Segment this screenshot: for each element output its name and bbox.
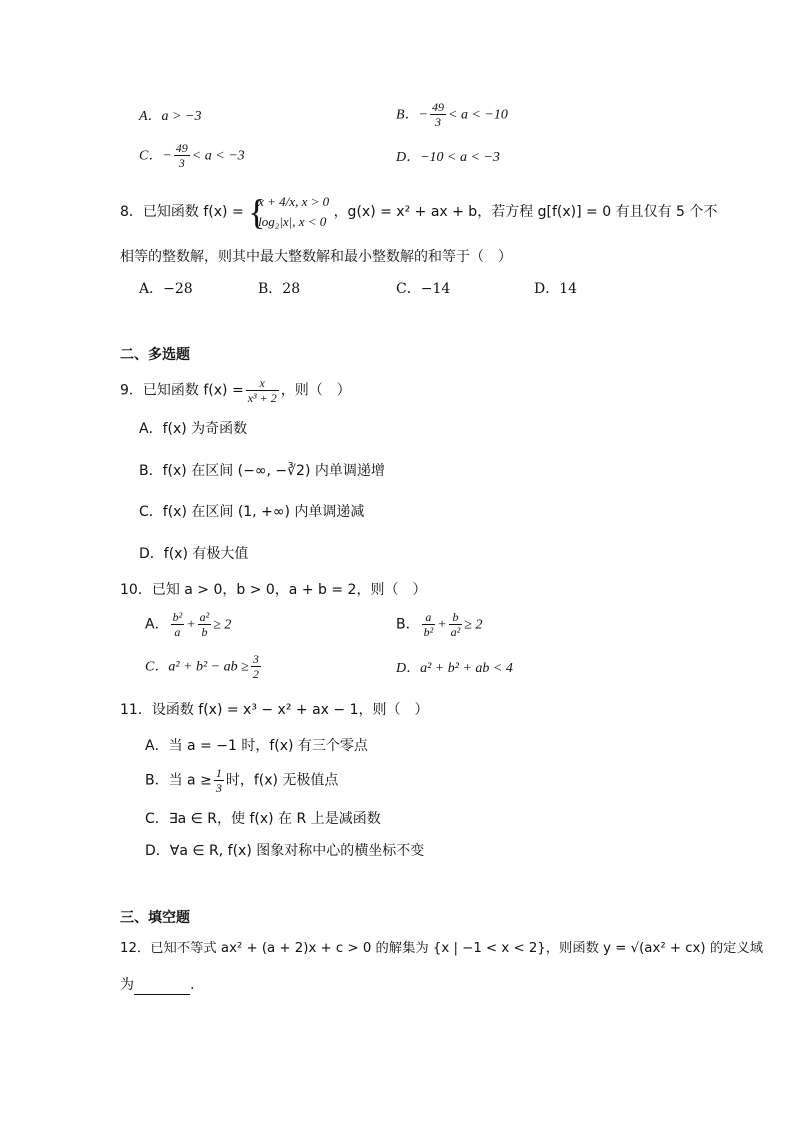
q7-c-den: 3: [178, 156, 185, 170]
q9-option-d: D．f(x) 有极大值: [139, 546, 249, 562]
q9-tail: ，则（ ）: [280, 382, 351, 399]
q8-option-c: C．−14: [396, 281, 451, 297]
q9-option-b: B．f(x) 在区间 (−∞, −∛2) 内单调递增: [139, 463, 385, 479]
q10-b-prefix: B．: [396, 616, 420, 633]
q10-option-c: [145, 652, 263, 681]
q10-a-prefix: A．: [145, 616, 169, 633]
q11-b-rest: 时，f(x) 无极值点: [225, 772, 339, 789]
q10-a-rest: ≥ 2: [213, 617, 232, 633]
q9-lead: 9．已知函数 f(x) =: [120, 382, 244, 399]
q10-a-d1: a: [174, 625, 181, 639]
q9-stem: [120, 376, 351, 405]
q7-option-b: [396, 100, 508, 129]
q10-c-num: 3: [252, 652, 259, 666]
q11-b-prefix: B．当 a ≥: [145, 772, 212, 789]
q10-a-frac1: [171, 610, 185, 639]
q11-option-d: D．∀a ∈ R, f(x) 图象对称中心的横坐标不变: [145, 843, 425, 859]
q10-c-prefix: C．a² + b² − ab ≥: [145, 659, 249, 675]
q8-option-d: D．14: [534, 281, 578, 297]
section-heading-multiple-choice: 二、多选题: [120, 347, 190, 363]
q8-case2: log₂|x|, x < 0: [258, 214, 327, 229]
q8-piecewise: [248, 192, 329, 232]
q10-option-a: A． $\frac{\text{b²}}{a}$ + $\frac{\text{a²}}{b}$ ≥ 2: [145, 610, 232, 639]
q7-option-a: A．a > −3: [139, 109, 202, 124]
q8-mid: ，g(x) = x² + ax + b，若方程 g[f(x)] = 0 有且仅有 5 个不: [333, 204, 718, 220]
q11-b-den: 3: [215, 781, 222, 795]
q12-stem-line2: 为 .: [120, 977, 195, 993]
q7-c-fraction: [174, 141, 190, 170]
q12-answer-blank[interactable]: [134, 980, 190, 995]
q7-option-c: [139, 141, 245, 170]
q10-stem: 10．已知 a > 0，b > 0，a + b = 2，则（ ）: [120, 582, 427, 598]
q8-case1: x + 4/x, x > 0: [258, 194, 330, 209]
q9-option-c: C．f(x) 在区间 (1, +∞) 内单调递减: [139, 504, 365, 520]
q7-c-rest: < a < −3: [191, 148, 245, 164]
q12-line2-text: 为: [120, 977, 134, 993]
q8-option-a: A．−28: [139, 281, 193, 297]
q11-option-b: [145, 766, 338, 795]
q7-c-prefix: C．−: [139, 148, 172, 164]
q8-option-b: B．28: [258, 281, 301, 297]
q10-b-n1: a: [422, 610, 436, 625]
q11-b-fraction: [214, 766, 224, 795]
q10-c-den: 2: [252, 667, 259, 681]
section-heading-fill-in: 三、填空题: [120, 910, 190, 926]
q8-stem: [120, 192, 717, 232]
q10-b-rest: ≥ 2: [464, 617, 483, 633]
q7-b-fraction: [430, 100, 446, 129]
q7-b-rest: < a < −10: [448, 107, 508, 123]
q7-b-prefix: B．−: [396, 107, 428, 123]
q9-fraction: [246, 376, 279, 405]
q10-a-n2: a²: [199, 610, 210, 624]
q10-a-n1: b²: [172, 610, 183, 624]
q10-b-d1: b²: [423, 625, 434, 639]
q9-den: x³ + 2: [247, 391, 277, 405]
q10-option-b: B． $\frac{a}{\text{b²}}$ + $\frac{b}{\text{a²}}$ ≥ 2: [396, 610, 483, 639]
q11-option-a: A．当 a = −1 时，f(x) 有三个零点: [145, 738, 368, 754]
q10-a-d2: b: [201, 625, 208, 639]
q11-stem: 11．设函数 f(x) = x³ − x² + ax − 1，则（ ）: [120, 702, 429, 718]
q8-lead: 8．已知函数 f(x) =: [120, 204, 244, 220]
q10-option-d: D．a² + b² + ab < 4: [396, 661, 513, 676]
q7-c-num: 49: [175, 141, 188, 155]
q8-stem-line2: 相等的整数解，则其中最大整数解和最小整数解的和等于（ ）: [120, 249, 512, 265]
q9-option-a: A．f(x) 为奇函数: [139, 421, 248, 437]
q12-stem: 12．已知不等式 ax² + (a + 2)x + c > 0 的解集为 {x | −1 < x < 2}，则函数 y = √(ax² + cx) 的定义域: [120, 941, 764, 956]
q10-c-fraction: [251, 652, 261, 681]
q8-brace-icon: {: [248, 192, 266, 232]
q11-option-c: C．∃a ∈ R，使 f(x) 在 R 上是减函数: [145, 811, 381, 827]
q7-option-d: D．−10 < a < −3: [396, 150, 500, 165]
q10-b-d2: a²: [450, 625, 461, 639]
q10-b-frac2: [449, 610, 463, 639]
q9-num: x: [246, 376, 279, 391]
q11-b-num: 1: [215, 766, 222, 780]
q7-b-den: 3: [435, 115, 441, 129]
q10-a-frac2: [198, 610, 212, 639]
q7-b-num: 49: [432, 100, 444, 114]
q10-b-n2: b: [449, 610, 463, 625]
q10-b-frac1: [422, 610, 436, 639]
